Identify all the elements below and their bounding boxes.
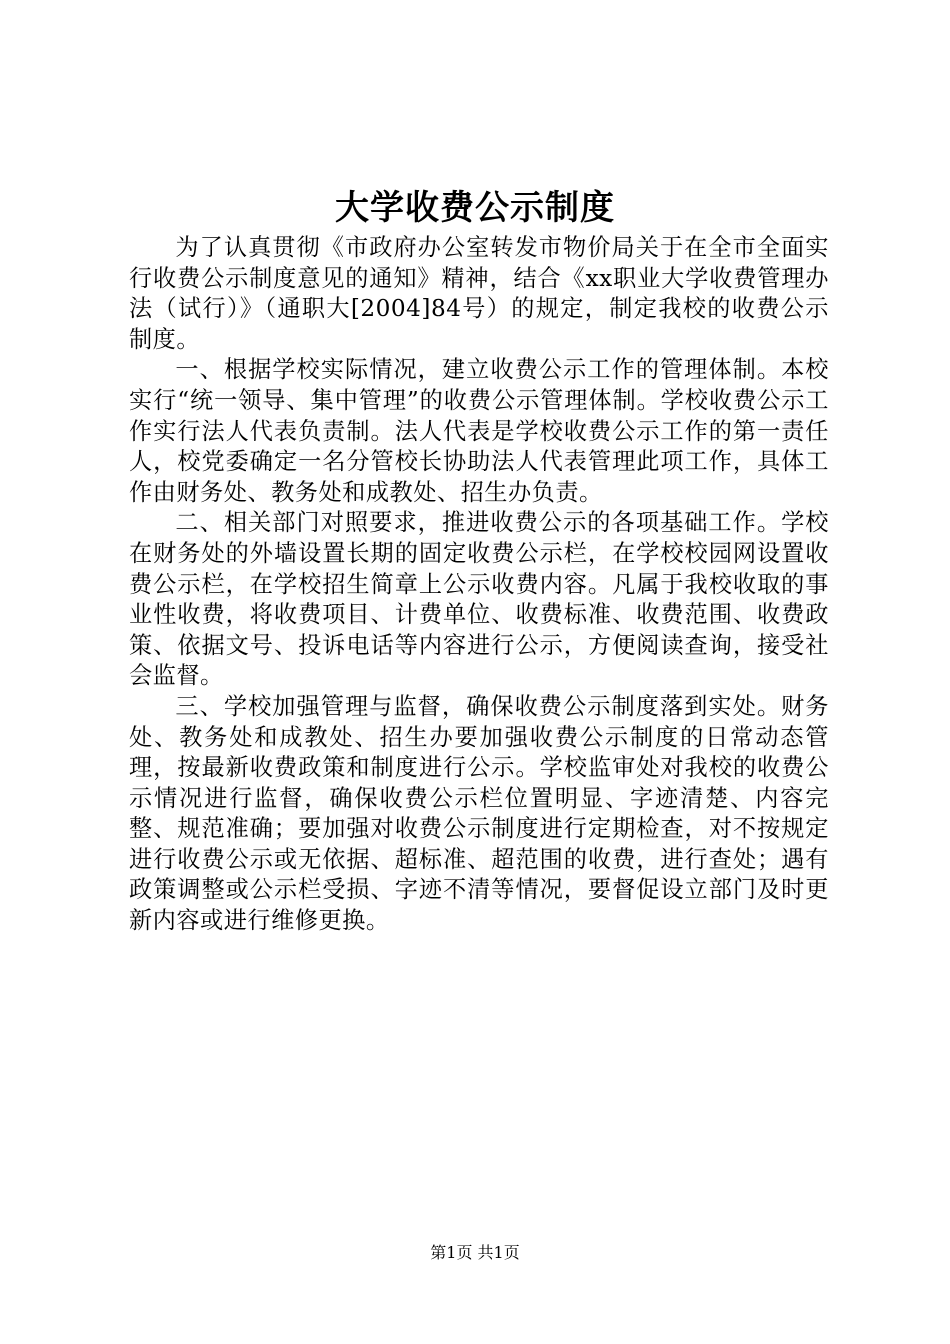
- paragraph-section-2: 二、相关部门对照要求，推进收费公示的各项基础工作。学校在财务处的外墙设置长期的固定收费公示栏，在学校校园网设置收费公示栏，在学校招生简章上公示收费内容。凡属于我校收取的事业性收费，将收费项目、计费单位、收费标准、收费范围、收费政策、依据文号、投诉电话等内容进行公示，方便阅读查询，接受社会监督。: [129, 509, 829, 690]
- paragraph-intro: 为了认真贯彻《市政府办公室转发市物价局关于在全市全面实行收费公示制度意见的通知》精神，结合《xx职业大学收费管理办法（试行）》（通职大[2004]84号）的规定，制定我校的收费公示制度。: [129, 234, 829, 353]
- document-title: 大学收费公示制度: [335, 188, 615, 228]
- paragraph-section-3: 三、学校加强管理与监督，确保收费公示制度落到实处。财务处、教务处和成教处、招生办要加强收费公示制度的日常动态管理，按最新收费政策和制度进行公示。学校监审处对我校的收费公示情况进行监督，确保收费公示栏位置明显、字迹清楚、内容完整、规范准确；要加强对收费公示制度进行定期检查，对不按规定进行收费公示或无依据、超标准、超范围的收费，进行查处；遇有政策调整或公示栏受损、字迹不清等情况，要督促设立部门及时更新内容或进行维修更换。: [129, 692, 829, 935]
- page-footer: 第1页 共1页: [430, 1243, 520, 1262]
- paragraph-section-1: 一、根据学校实际情况，建立收费公示工作的管理体制。本校实行“统一领导、集中管理”的收费公示管理体制。学校收费公示工作实行法人代表负责制。法人代表是学校收费公示工作的第一责任人，校党委确定一名分管校长协助法人代表管理此项工作，具体工作由财务处、教务处和成教处、招生办负责。: [129, 356, 829, 506]
- document-body: [129, 233, 829, 937]
